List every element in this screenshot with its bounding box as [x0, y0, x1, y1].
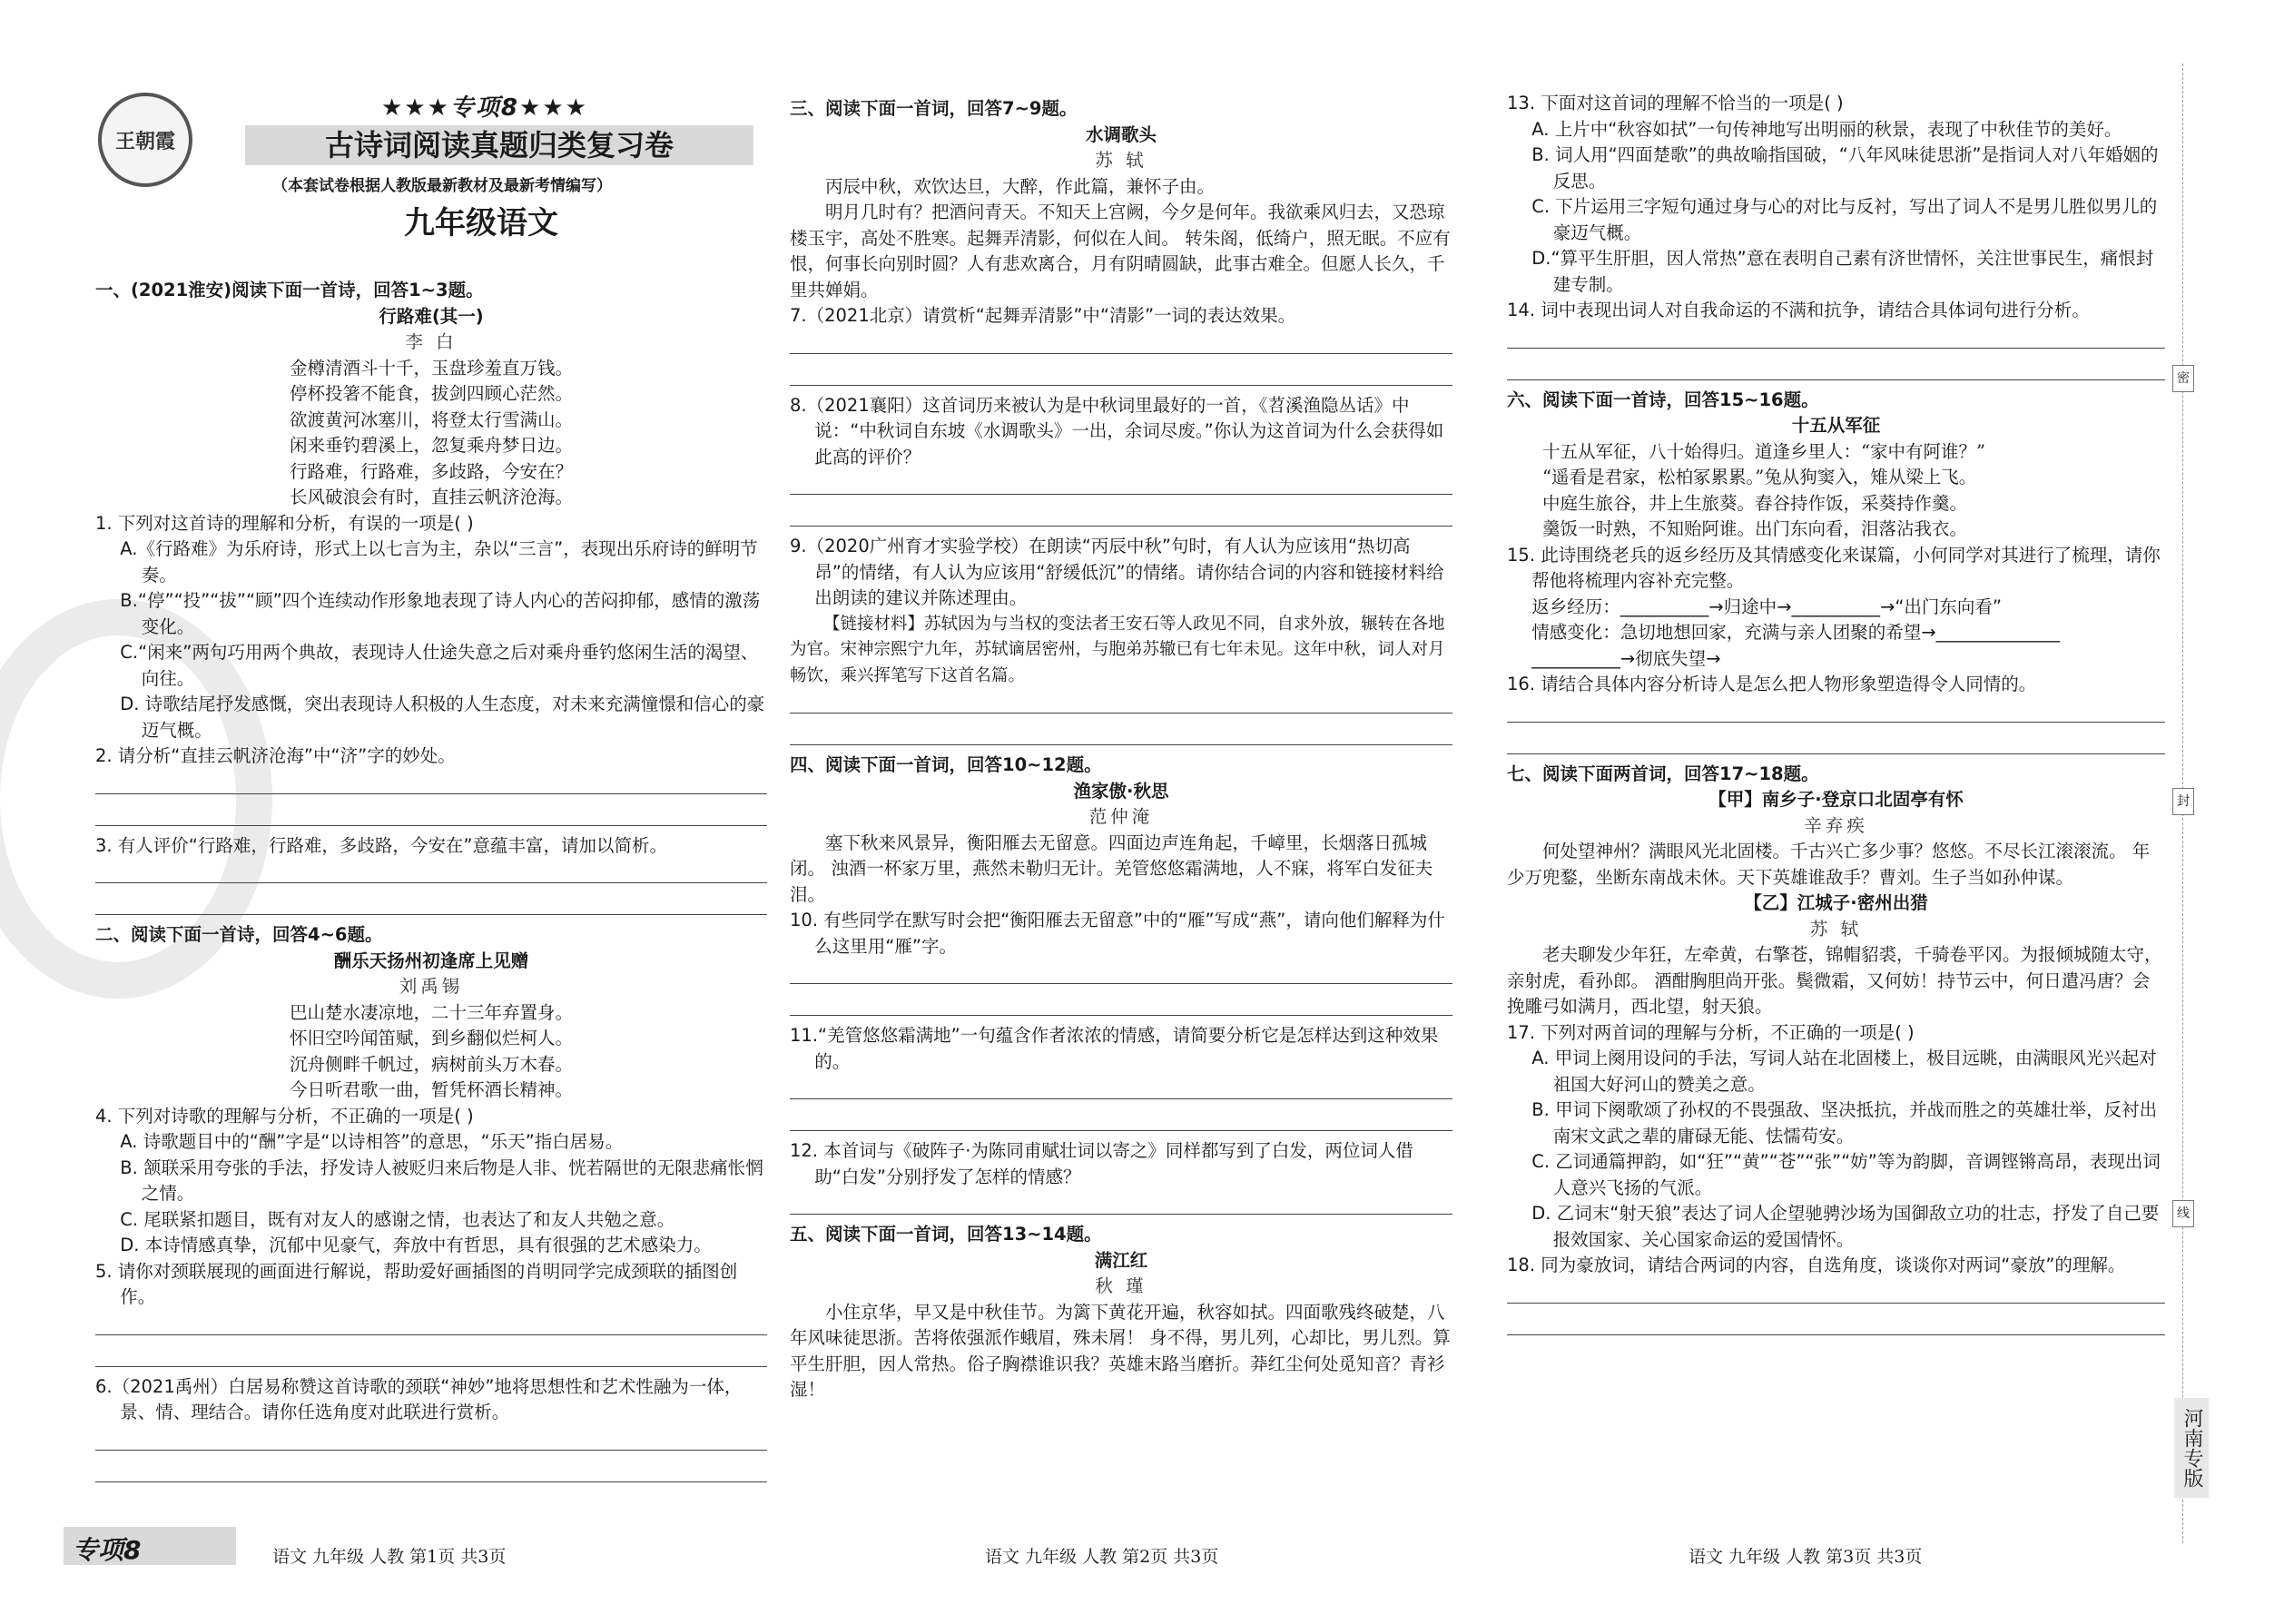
- poem-body-b: 老夫聊发少年狂，左牵黄，右擎苍，锦帽貂裘，千骑卷平冈。为报倾城随太守，亲射虎，看孙郎。 酒酣胸胆尚开张。鬓微霜，又何妨！持节云中，何日遣冯唐？会挽雕弓如满月，西北望，射天狼。: [1507, 944, 2162, 1017]
- poem-line: 闲来垂钓碧溪上，忽复乘舟梦日边。: [289, 435, 573, 456]
- poem-line: 金樽清酒斗十千，玉盘珍羞直万钱。: [289, 357, 573, 379]
- seal-mark-2: 封: [2172, 788, 2194, 815]
- poem-title: 十五从军征: [1791, 415, 1881, 436]
- option-c: C.“闲来”两句巧用两个典故，表现诗人仕途失意之后对乘舟垂钓悠闲生活的渴望、向往。: [120, 642, 759, 689]
- seal-mark-1: 密: [2172, 365, 2194, 392]
- poem-body: 小住京华，早又是中秋佳节。为篱下黄花开遍，秋容如拭。四面歌残终破楚，八年风味徒思浙。苦将侬强派作蛾眉，殊未屑！ 身不得，男儿列，心却比，男儿烈。算平生肝胆，因人常热。俗子胸襟谁识我？英雄末路当磨折。莽红尘何处觅知音？青衫湿！: [790, 1301, 1451, 1400]
- answer-line[interactable]: [790, 960, 1452, 984]
- option-d: D.“算平生肝胆，因人常热”意在表明自己素有济世情怀，关注世事民生，痛恨封建专制。: [1531, 248, 2154, 295]
- poem-line: 行路难，行路难，多歧路，今安在？: [289, 460, 573, 482]
- poem-line: 停杯投箸不能食，拔剑四顾心茫然。: [289, 383, 573, 404]
- answer-line[interactable]: [95, 1343, 767, 1367]
- poem-body-a: 何处望神州？满眼风光北固楼。千古兴亡多少事？悠悠。不尽长江滚滚流。 年少万兜鍪，坐断东南战未休。天下英雄谁敌手？曹刘。生子当如孙仲谋。: [1507, 841, 2151, 888]
- footer-page-1: 语文 九年级 人教 第1页 共3页: [272, 1547, 507, 1567]
- question-8: 8.（2021襄阳）这首词历来被认为是中秋词里最好的一首，《苕溪渔隐丛话》中说：“中秋词自东坡《水调歌头》一出，余词尽废。”你认为这首词为什么会获得如此高的评价？: [790, 394, 1444, 468]
- poem-title: 酬乐天扬州初逢席上见赠: [333, 950, 529, 971]
- poem-preface: 丙辰中秋，欢饮达旦，大醉，作此篇，兼怀子由。: [825, 175, 1216, 197]
- question-1: 1. 下列对这首诗的理解和分析，有误的一项是( ): [95, 512, 474, 534]
- section-heading: 一、(2021淮安)阅读下面一首诗，回答1~3题。: [95, 280, 484, 300]
- question-7: 7.（2021北京）请赏析“起舞弄清影”中“清影”一词的表达效果。: [790, 305, 1296, 326]
- option-d: D. 诗歌结尾抒发感慨，突出表现诗人积极的人生态度，对未来充满憧憬和信心的豪迈气概。: [120, 694, 765, 741]
- answer-line[interactable]: [1507, 324, 2165, 349]
- option-d: D. 乙词末“射天狼”表达了词人企望驰骋沙场为国御敌立功的壮志，抒发了自己要报效国家、关心国家命运的爱国情怀。: [1531, 1203, 2160, 1250]
- publisher-logo: 王朝霞: [98, 93, 192, 187]
- section-heading: 四、阅读下面一首词，回答10~12题。: [790, 754, 1102, 775]
- q15-route-fill[interactable]: 返乡经历：__________→归途中→__________→“出门东向看”: [1531, 595, 2003, 617]
- column-1: [95, 272, 767, 1490]
- special-label: ★★★专项8★★★: [381, 94, 588, 122]
- answer-line[interactable]: [95, 770, 767, 794]
- paper-title: 古诗词阅读真题归类复习卷: [245, 125, 753, 165]
- poem-title: 水调歌头: [1085, 123, 1157, 145]
- answer-line[interactable]: [1507, 1311, 2165, 1335]
- option-a: A. 上片中“秋容如拭”一句传神地写出明丽的秋景，表现了中秋佳节的美好。: [1531, 118, 2122, 140]
- poem-title: 渔家傲·秋思: [1073, 780, 1169, 802]
- answer-line[interactable]: [95, 802, 767, 826]
- question-17: 17. 下列对两首词的理解与分析，不正确的一项是( ): [1507, 1021, 1915, 1043]
- section-heading: 七、阅读下面两首词，回答17~18题。: [1507, 763, 1819, 784]
- question-18: 18. 同为豪放词，请结合两词的内容，自选角度，谈谈你对两词“豪放”的理解。: [1507, 1255, 2126, 1275]
- option-b: B. 颔联采用夸张的手法，抒发诗人被贬归来后物是人非、恍若隔世的无限悲痛怅惘之情。: [120, 1156, 763, 1204]
- column-2: [790, 91, 1452, 1403]
- footer-page-2: 语文 九年级 人教 第2页 共3页: [985, 1547, 1219, 1567]
- answer-line[interactable]: [1507, 698, 2165, 723]
- answer-line[interactable]: [790, 1190, 1452, 1215]
- answer-line[interactable]: [95, 1311, 767, 1335]
- poem-line: 十五从军征，八十始得归。道逢乡里人：“家中有阿谁？”: [1542, 440, 1985, 462]
- poem-author-b: 苏 轼: [1809, 918, 1863, 940]
- poem-author-a: 辛弃疾: [1804, 814, 1868, 836]
- poem-author: 秋 瑾: [1095, 1275, 1147, 1296]
- option-a: A. 诗歌题目中的“酬”字是“以诗相答”的意思，“乐天”指白居易。: [120, 1131, 624, 1152]
- answer-line[interactable]: [790, 689, 1452, 714]
- answer-line[interactable]: [790, 502, 1452, 527]
- poem-line: 巴山楚水凄凉地，二十三年弃置身。: [289, 1001, 573, 1023]
- poem-line: 欲渡黄河冰塞川，将登太行雪满山。: [289, 408, 573, 430]
- option-a: A.《行路难》为乐府诗，形式上以七言为主，杂以“三言”，表现出乐府诗的鲜明节奏。: [120, 538, 758, 586]
- poem-line: 羹饭一时熟，不知贻阿谁。出门东向看，泪落沾我衣。: [1542, 518, 1968, 539]
- question-2: 2. 请分析“直挂云帆济沧海”中“济”字的妙处。: [95, 745, 456, 766]
- footer-title: 专项8: [73, 1535, 142, 1565]
- answer-line[interactable]: [790, 470, 1452, 495]
- answer-line[interactable]: [790, 1107, 1452, 1131]
- poem-line: “遥看是君家，松柏冢累累。”兔从狗窦入，雉从梁上飞。: [1542, 467, 1977, 487]
- section-heading: 三、阅读下面一首词，回答7~9题。: [790, 98, 1078, 119]
- question-11: 11.“羌管悠悠霜满地”一句蕴含作者浓浓的情感，请简要分析它是怎样达到这种效果的。: [790, 1025, 1439, 1072]
- poem-line: 怀旧空吟闻笛赋，到乡翻似烂柯人。: [289, 1028, 573, 1048]
- q15-emotion-fill-2[interactable]: __________→彻底失望→: [1531, 647, 1721, 669]
- question-16: 16. 请结合具体内容分析诗人是怎么把人物形象塑造得令人同情的。: [1507, 674, 2037, 694]
- poem-author: 范仲淹: [1088, 806, 1154, 827]
- question-4: 4. 下列对诗歌的理解与分析，不正确的一项是( ): [95, 1105, 474, 1127]
- option-b: B. 甲词下阕歌颂了孙权的不畏强敌、坚决抵抗，并战而胜之的英雄壮举，反衬出南宋文武之辈的庸碌无能、怯懦苟安。: [1531, 1099, 2158, 1147]
- answer-line[interactable]: [790, 361, 1452, 386]
- poem-body: 塞下秋来风景异，衡阳雁去无留意。四面边声连角起，千嶂里，长烟落日孤城闭。 浊酒一杯家万里，燕然未勒归无计。羌管悠悠霜满地，人不寐，将军白发征夫泪。: [790, 832, 1433, 905]
- poem-title: 行路难(其一): [379, 305, 484, 327]
- option-a: A. 甲词上阕用设问的手法，写词人站在北固楼上，极目远眺，由满眼风光兴起对祖国大好河山的赞美之意。: [1531, 1048, 2157, 1095]
- paper-header: [91, 73, 763, 254]
- edition-tab: 河南专版: [2174, 1398, 2209, 1498]
- poem-line: 沉舟侧畔千帆过，病树前头万木春。: [289, 1053, 573, 1075]
- question-5: 5. 请你对颈联展现的画面进行解说，帮助爱好画插图的肖明同学完成颈联的插图创作。: [95, 1260, 738, 1307]
- poem-author: 李 白: [405, 331, 458, 352]
- footer-page-3: 语文 九年级 人教 第3页 共3页: [1689, 1547, 1923, 1567]
- option-c: C. 尾联紧扣题目，既有对友人的感谢之情，也表达了和友人共勉之意。: [120, 1208, 675, 1230]
- question-3: 3. 有人评价“行路难，行路难，多歧路，今安在”意蕴丰富，请加以简析。: [95, 834, 668, 856]
- question-15: 15. 此诗围绕老兵的返乡经历及其情感变化来谋篇，小何同学对其进行了梳理，请你帮他将梳理内容补充完整。: [1507, 544, 2161, 591]
- seal-mark-3: 线: [2172, 1200, 2194, 1227]
- poem-title: 满江红: [1094, 1249, 1148, 1271]
- question-14: 14. 词中表现出词人对自我命运的不满和抗争，请结合具体词句进行分析。: [1507, 300, 2090, 320]
- answer-line[interactable]: [95, 1426, 767, 1451]
- option-b: B.“停”“投”“拔”“顾”四个连续动作形象地表现了诗人内心的苦闷抑郁，感情的激荡变化。: [120, 590, 761, 637]
- section-heading: 二、阅读下面一首诗，回答4~6题。: [95, 924, 383, 945]
- poem-body: 明月几时有？把酒问青天。不知天上宫阙，今夕是何年。我欲乘风归去，又恐琼楼玉宇，高处不胜寒。起舞弄清影，何似在人间。 转朱阁，低绮户，照无眠。不应有恨，何事长向别时圆？人有悲欢离合，月有阴晴圆缺，此事古难全。但愿人长久，千里共婵娟。: [790, 202, 1451, 300]
- answer-line[interactable]: [95, 891, 767, 915]
- answer-line[interactable]: [95, 1458, 767, 1482]
- option-c: C. 下片运用三字短句通过身与心的对比与反衬，写出了词人不是男儿胜似男儿的豪迈气概。: [1531, 196, 2158, 243]
- section-heading: 六、阅读下面一首诗，回答15~16题。: [1507, 389, 1819, 410]
- q15-emotion-fill[interactable]: 情感变化：急切地想回家，充满与亲人团聚的希望→______________: [1531, 622, 2061, 643]
- section-heading: 五、阅读下面一首词，回答13~14题。: [790, 1224, 1102, 1245]
- poem-title-b: 【乙】江城子·密州出猎: [1744, 892, 1928, 913]
- paper-subtitle: （本套试卷根据人教版最新教材及最新考情编写）: [272, 177, 612, 195]
- grade-title: 九年级语文: [404, 205, 558, 241]
- option-d: D. 本诗情感真挚，沉郁中见豪气，奔放中有哲思，具有很强的艺术感染力。: [120, 1235, 712, 1255]
- option-b: B. 词人用“四面楚歌”的典故喻指国破，“八年风味徒思浙”是指词人对八年婚姻的反思。: [1531, 144, 2159, 192]
- answer-line[interactable]: [790, 330, 1452, 354]
- poem-line: 长风破浪会有时，直挂云帆济沧海。: [289, 487, 573, 507]
- poem-title-a: 【甲】南乡子·登京口北固亭有怀: [1708, 789, 1964, 810]
- column-3: [1507, 91, 2165, 1343]
- question-10: 10. 有些同学在默写时会把“衡阳雁去无留意”中的“雁”写成“燕”，请向他们解释为什么这里用“雁”字。: [790, 910, 1445, 957]
- poem-author: 苏 轼: [1095, 150, 1147, 171]
- answer-line[interactable]: [790, 721, 1452, 745]
- poem-author: 刘禹锡: [399, 976, 464, 997]
- poem-line: 中庭生旅谷，井上生旅葵。舂谷持作饭，采葵持作羹。: [1542, 492, 1968, 514]
- question-9: 9.（2020广州育才实验学校）在朗读“丙辰中秋”句时，有人认为应该用“热切高昂”的情绪，有人认为应该用“舒缓低沉”的情绪。请你结合词的内容和链接材料给出朗读的建议并陈述理由。: [790, 536, 1444, 608]
- answer-line[interactable]: [1507, 730, 2165, 754]
- option-c: C. 乙词通篇押韵，如“狂”“黄”“苍”“张”“妨”等为韵脚，音调铿锵高昂，表现出词人意兴飞扬的气派。: [1531, 1151, 2161, 1198]
- answer-line[interactable]: [790, 991, 1452, 1016]
- poem-line: 今日听君歌一曲，暂凭杯酒长精神。: [289, 1079, 573, 1100]
- link-material: 【链接材料】苏轼因为与当权的变法者王安石等人政见不同，自求外放，辗转在各地为官。宋神宗熙宁九年，苏轼谪居密州，与胞弟苏辙已有七年未见。这年中秋，词人对月畅饮，乘兴挥笔写下这首名篇。: [790, 614, 1445, 685]
- answer-line[interactable]: [790, 1075, 1452, 1099]
- answer-line[interactable]: [95, 859, 767, 883]
- question-6: 6.（2021禹州）白居易称赞这首诗歌的颈联“神妙”地将思想性和艺术性融为一体，景、情、理结合。请你任选角度对此联进行赏析。: [95, 1375, 743, 1422]
- question-12: 12. 本首词与《破阵子·为陈同甫赋壮词以寄之》同样都写到了白发，两位词人借助“白发”分别抒发了怎样的情感？: [790, 1140, 1413, 1187]
- question-13: 13. 下面对这首词的理解不恰当的一项是( ): [1507, 93, 1844, 113]
- answer-line[interactable]: [1507, 356, 2165, 380]
- answer-line[interactable]: [1507, 1279, 2165, 1304]
